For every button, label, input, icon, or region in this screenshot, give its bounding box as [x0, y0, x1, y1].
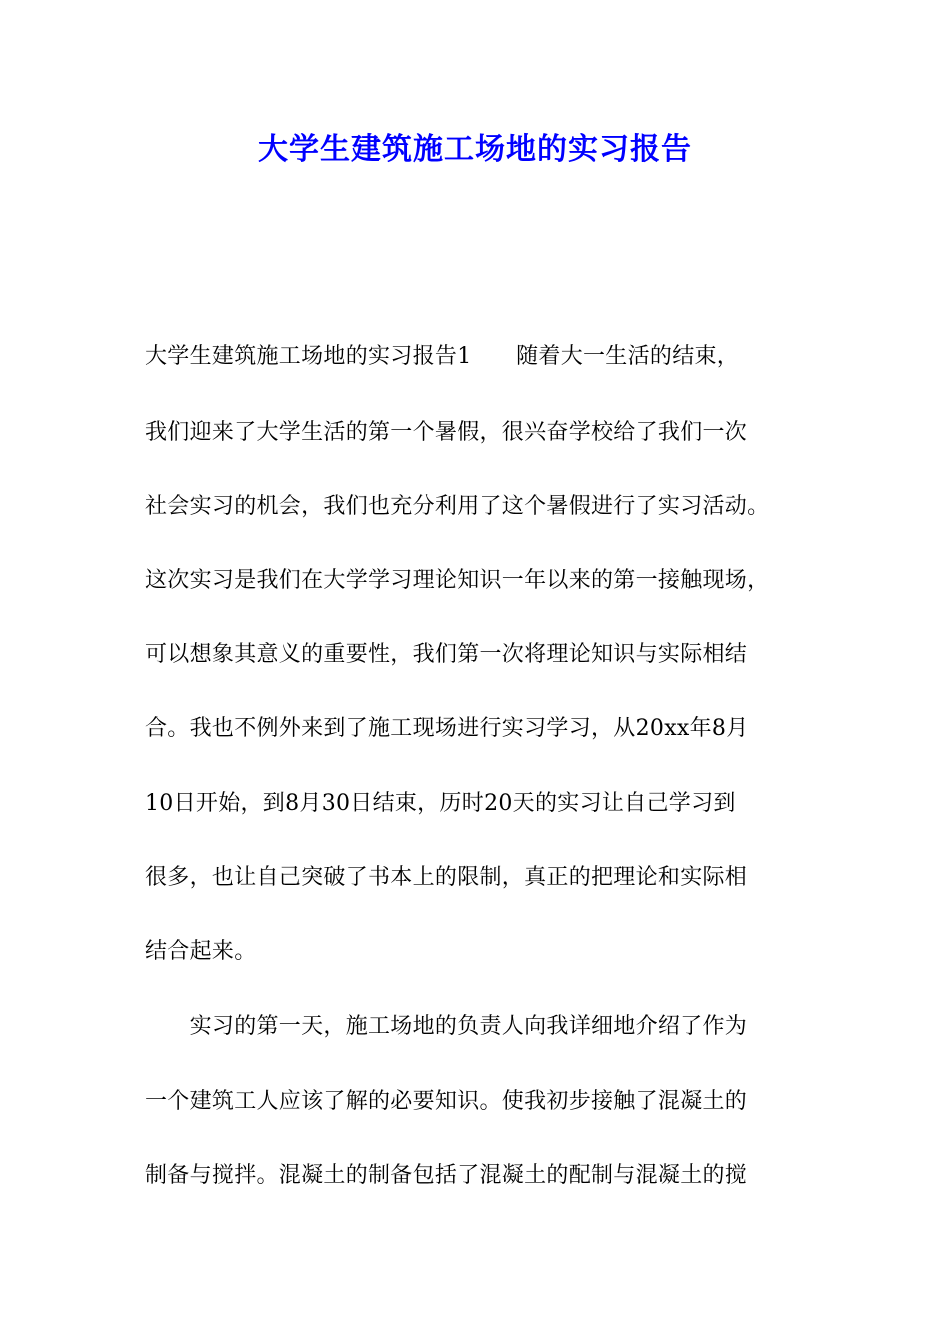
paragraph-line: 可以想象其意义的重要性，我们第一次将理论知识与实际相结: [145, 642, 748, 667]
paragraph-line: 合。我也不例外来到了施工现场进行实习学习，从20xx年8月: [145, 716, 749, 741]
paragraph-line: 我们迎来了大学生活的第一个暑假，很兴奋学校给了我们一次: [145, 420, 748, 445]
paragraph-line: 10日开始，到8月30日结束，历时20天的实习让自己学习到: [145, 791, 736, 816]
paragraph-line: 结合起来。: [145, 939, 257, 964]
paragraph-line: 这次实习是我们在大学学习理论知识一年以来的第一接触现场，: [145, 568, 770, 593]
paragraph-line: 一个建筑工人应该了解的必要知识。使我初步接触了混凝土的: [145, 1089, 748, 1114]
paragraph-line: 很多，也让自己突破了书本上的限制，真正的把理论和实际相: [145, 865, 748, 890]
document-title: 大学生建筑施工场地的实习报告: [258, 132, 692, 167]
paragraph-line: 大学生建筑施工场地的实习报告1 随着大一生活的结束，: [145, 344, 740, 369]
paragraph-line: 社会实习的机会，我们也充分利用了这个暑假进行了实习活动。: [145, 494, 770, 519]
paragraph-line: 制备与搅拌。混凝土的制备包括了混凝土的配制与混凝土的搅: [145, 1163, 748, 1188]
paragraph-line: 实习的第一天，施工场地的负责人向我详细地介绍了作为: [145, 1014, 748, 1039]
